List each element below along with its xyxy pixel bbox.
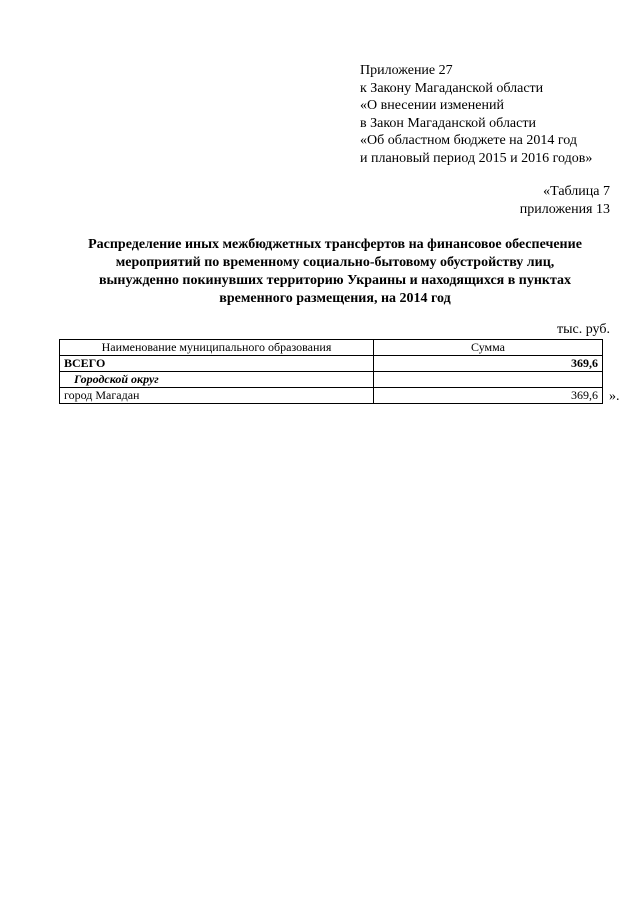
header-amount: Сумма: [374, 340, 603, 356]
appendix-line: и плановый период 2015 и 2016 годов»: [360, 150, 593, 166]
table-reference-appendix: приложения 13: [519, 201, 610, 217]
appendix-line: «О внесении изменений: [360, 98, 504, 113]
table-row-total: [60, 356, 603, 372]
row-name: ВСЕГО: [60, 356, 374, 372]
appendix-line: в Закон Магаданской области: [360, 115, 536, 131]
title-line: вынужденно покинувших территорию Украины и находящихся в пунктах: [98, 273, 572, 288]
title-line: временного размещения, на 2014 год: [219, 291, 451, 306]
row-value: 369,6: [374, 388, 603, 404]
appendix-line: к Закону Магаданской области: [360, 80, 544, 96]
table-reference: [520, 183, 610, 218]
table-reference-number: «Таблица 7: [543, 184, 610, 199]
table-header-row: [60, 340, 603, 356]
row-name: город Магадан: [60, 388, 374, 404]
table-row: [60, 388, 603, 404]
header-municipality: Наименование муниципального образования: [60, 340, 374, 356]
row-name: Городской округ: [60, 372, 374, 388]
appendix-line: Приложение 27: [360, 63, 453, 78]
title-line: Распределение иных межбюджетных трансфертов на финансовое обеспечение: [88, 237, 582, 252]
appendix-line: «Об областном бюджете на 2014 год: [360, 133, 577, 148]
units-label: тыс. руб.: [557, 322, 610, 337]
transfers-table: [59, 339, 603, 404]
table-row-group: [60, 372, 603, 388]
row-value: 369,6: [374, 356, 603, 372]
document-title: [60, 236, 610, 308]
title-line: мероприятий по временному социально-бытовому обустройству лиц,: [115, 255, 555, 270]
row-value: [374, 372, 603, 388]
closing-mark: ».: [609, 389, 620, 404]
appendix-header: [360, 62, 592, 167]
